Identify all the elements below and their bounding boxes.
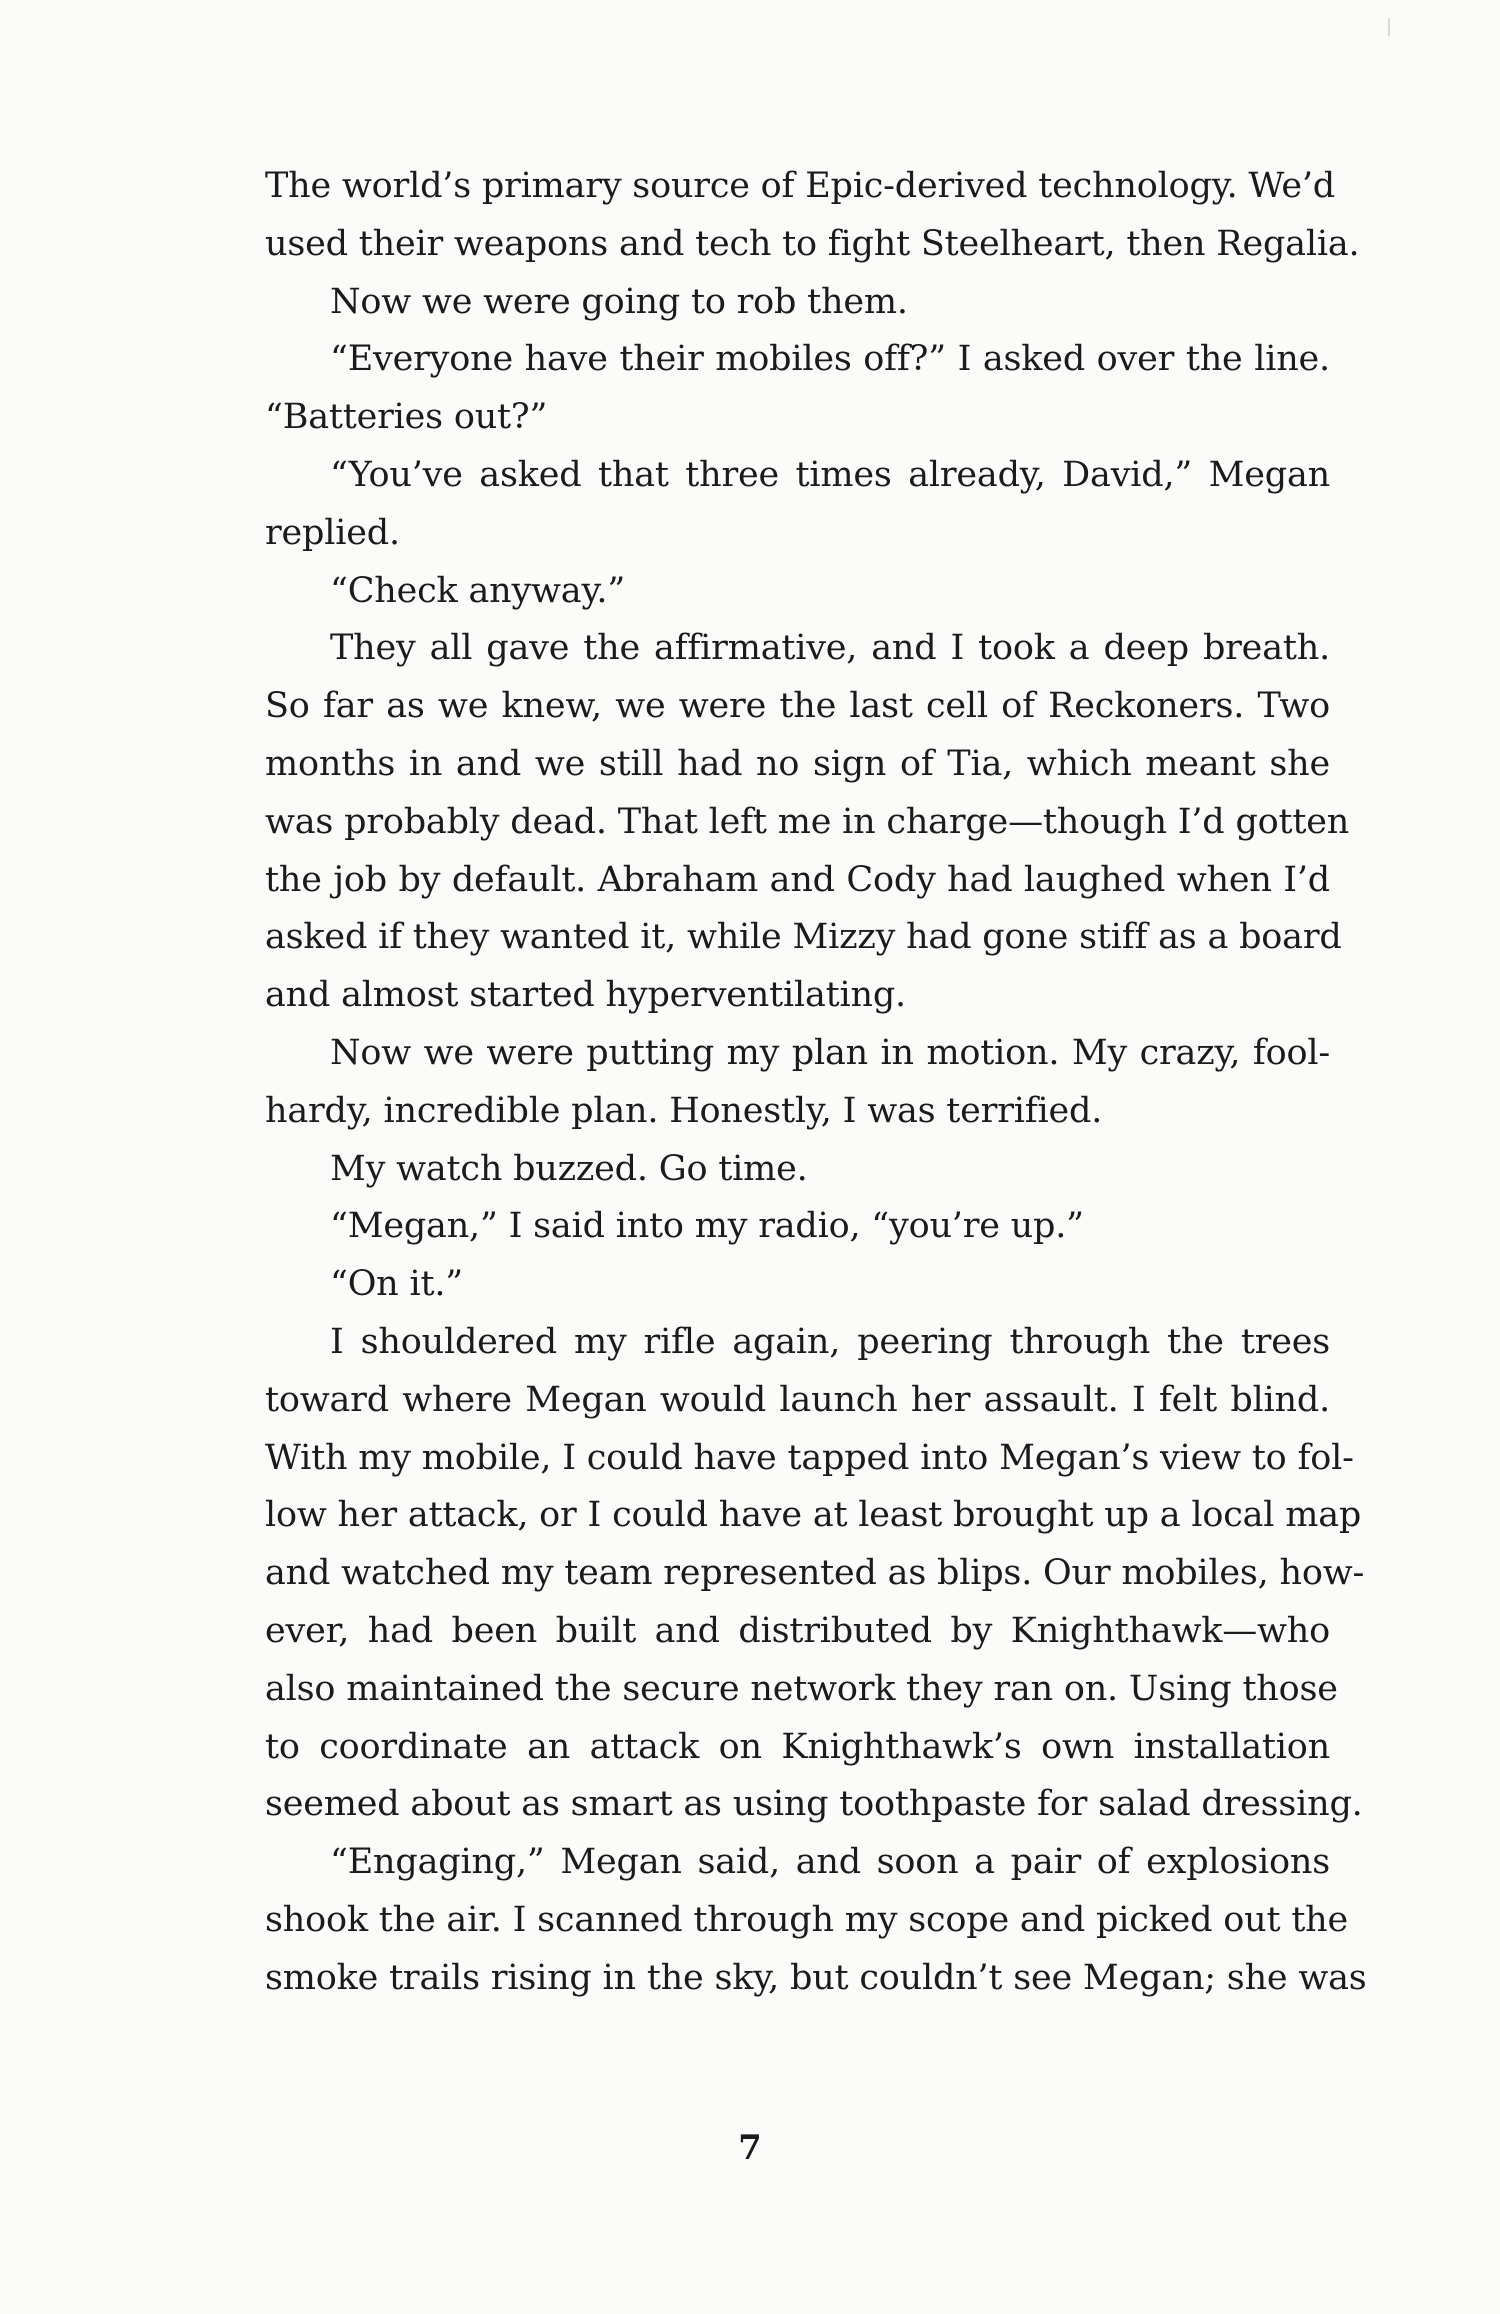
- text-line: replied.: [265, 512, 400, 553]
- text-line: asked if they wanted it, while Mizzy had gone stiff as a board: [265, 917, 1342, 958]
- text-line: “Batteries out?”: [265, 397, 548, 438]
- text-line: months in and we still had no sign of Tia, which meant she: [265, 743, 1330, 784]
- text-line: was probably dead. That left me in charge—though I’d gotten: [265, 801, 1350, 842]
- text-line: I shouldered my rifle again, peering through the trees: [330, 1321, 1330, 1362]
- text-line: So far as we knew, we were the last cell of Reckoners. Two: [265, 686, 1330, 727]
- body-text: [265, 158, 1367, 2008]
- text-line: and almost started hyperventilating.: [265, 975, 906, 1016]
- text-line: ever, had been built and distributed by Knighthawk—who: [265, 1610, 1330, 1651]
- text-line: and watched my team represented as blips. Our mobiles, how-: [265, 1553, 1365, 1594]
- text-line: Now we were putting my plan in motion. My crazy, fool-: [330, 1032, 1330, 1073]
- text-line: to coordinate an attack on Knighthawk’s own installation: [265, 1726, 1330, 1767]
- text-line: toward where Megan would launch her assault. I felt blind.: [265, 1379, 1330, 1420]
- text-line: used their weapons and tech to fight Steelheart, then Regalia.: [265, 223, 1360, 264]
- page-number: 7: [738, 2128, 762, 2168]
- text-line: also maintained the secure network they ran on. Using those: [265, 1668, 1338, 1709]
- text-line: “On it.”: [330, 1264, 463, 1305]
- text-line: low her attack, or I could have at least brought up a local map: [265, 1495, 1362, 1536]
- text-line: seemed about as smart as using toothpaste for salad dressing.: [265, 1784, 1363, 1825]
- text-line: hardy, incredible plan. Honestly, I was terrified.: [265, 1090, 1103, 1131]
- text-line: “Megan,” I said into my radio, “you’re up.”: [330, 1206, 1084, 1247]
- text-line: the job by default. Abraham and Cody had laughed when I’d: [265, 859, 1330, 900]
- text-line: Now we were going to rob them.: [330, 281, 908, 322]
- text-line: They all gave the affirmative, and I took a deep breath.: [330, 628, 1330, 669]
- text-line: “Engaging,” Megan said, and soon a pair of explosions: [330, 1842, 1330, 1883]
- text-line: “Everyone have their mobiles off?” I asked over the line.: [330, 339, 1330, 380]
- text-line: My watch buzzed. Go time.: [330, 1148, 808, 1189]
- scan-mark: [1388, 18, 1390, 36]
- text-line: smoke trails rising in the sky, but couldn’t see Megan; she was: [265, 1957, 1367, 1998]
- text-line: With my mobile, I could have tapped into Megan’s view to fol-: [265, 1437, 1354, 1478]
- text-line: shook the air. I scanned through my scope and picked out the: [265, 1899, 1349, 1940]
- text-line: The world’s primary source of Epic-derived technology. We’d: [265, 166, 1335, 206]
- text-line: “Check anyway.”: [330, 570, 626, 611]
- text-line: “You’ve asked that three times already, David,” Megan: [330, 454, 1330, 495]
